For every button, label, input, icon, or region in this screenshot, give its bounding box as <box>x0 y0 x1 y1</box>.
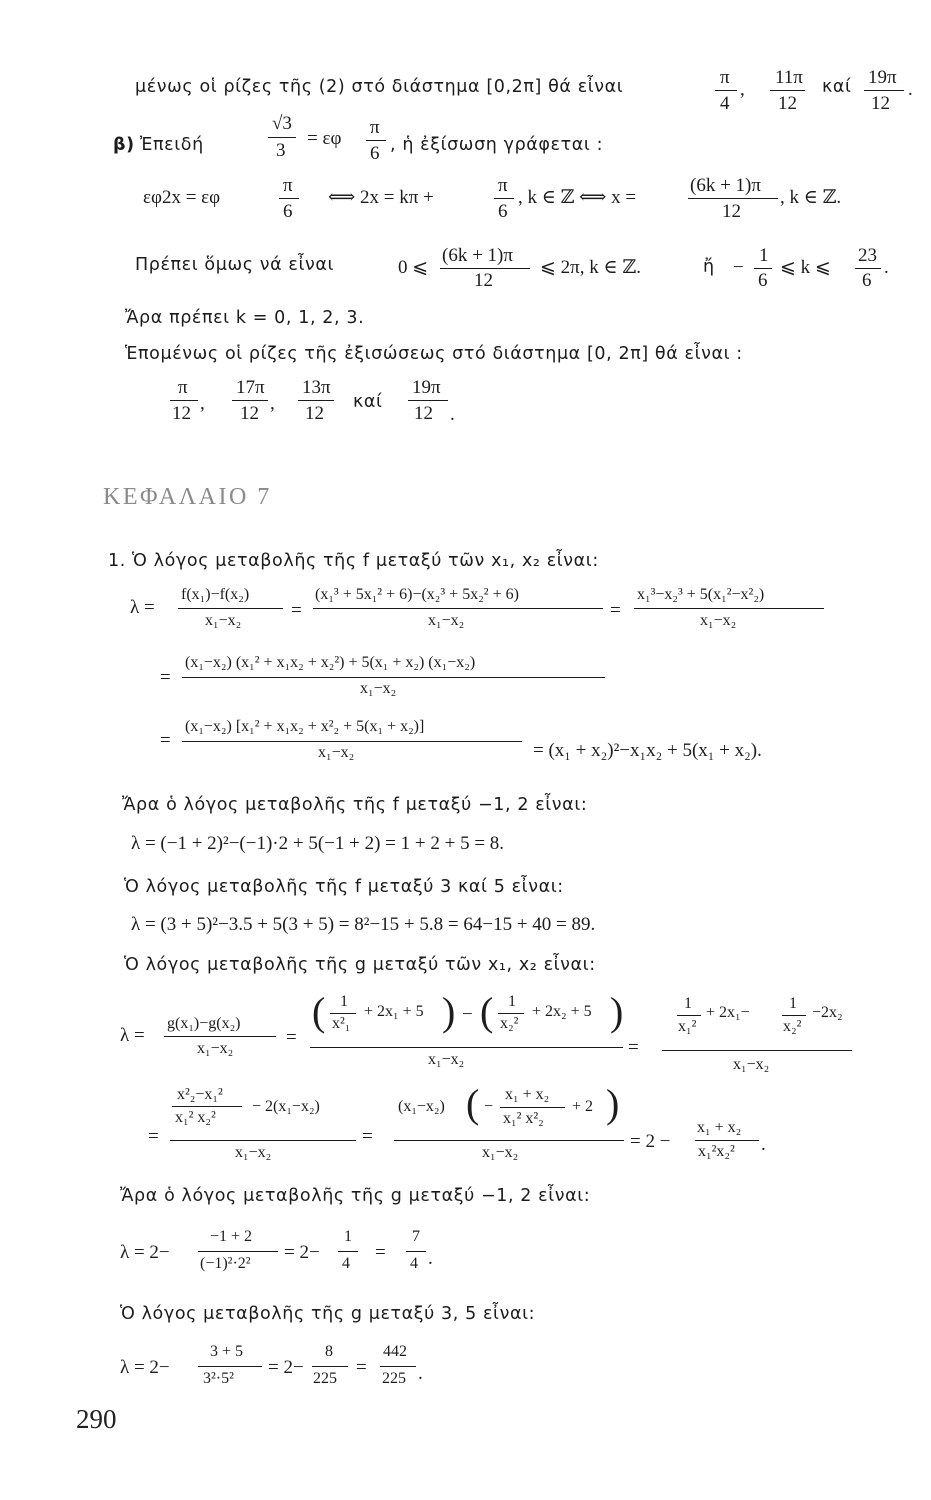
fraction-numerator: π <box>283 175 293 196</box>
fraction-numerator: 19π <box>868 67 897 88</box>
fraction-bar <box>634 608 824 609</box>
fraction-denominator: 3 <box>276 140 286 161</box>
text-line: Πρέπει ὅμως νά εἶναι <box>135 255 335 275</box>
fraction-numerator: 1 <box>344 1228 352 1245</box>
math-text: = 2− <box>268 1357 304 1378</box>
fraction-denominator: 6 <box>283 201 293 222</box>
fraction-bar <box>770 90 805 91</box>
fraction-denominator: x₁−x₂ <box>360 680 397 697</box>
fraction-numerator: √3 <box>272 113 292 134</box>
fraction-bar <box>338 1251 358 1252</box>
fraction-bar <box>677 1015 701 1016</box>
fraction-denominator: 4 <box>410 1255 418 1272</box>
fraction-bar <box>498 1013 524 1014</box>
math-text: = (x₁ + x₂)²−x₁x₂ + 5(x₁ + x₂). <box>533 740 762 761</box>
fraction-denominator: x₁² x²₂ <box>503 1110 544 1127</box>
fraction-bar <box>408 400 448 401</box>
math-text: = <box>160 730 171 751</box>
math-text: = <box>160 667 171 688</box>
fraction-bar <box>394 1140 624 1141</box>
fraction-bar <box>330 1013 356 1014</box>
math-text: , k ∈ ℤ ⟺ x = <box>518 187 637 208</box>
fraction-denominator: x²₁ <box>332 1015 351 1032</box>
math-text: λ = 2− <box>120 1357 170 1378</box>
fraction-bar <box>279 198 299 199</box>
fraction-bar <box>406 1251 426 1252</box>
fraction-bar <box>268 137 296 138</box>
fraction-numerator: 1 <box>684 995 692 1012</box>
math-text: = <box>286 1027 297 1048</box>
math-text: (x₁−x₂) <box>398 1098 445 1115</box>
fraction-numerator: (x₁³ + 5x₁² + 6)−(x₂³ + 5x₂² + 6) <box>315 586 519 603</box>
math-text: λ = 2− <box>120 1242 170 1263</box>
math-text: + 2 <box>572 1098 594 1115</box>
text-word: Ἐπειδή <box>140 135 204 155</box>
fraction-numerator: −1 + 2 <box>210 1228 253 1245</box>
fraction-numerator: π <box>498 175 508 196</box>
fraction-numerator: (x₁−x₂) (x₁² + x₁x₂ + x₂²) + 5(x₁ + x₂) (x₁−x₂) <box>185 654 476 671</box>
fraction-denominator: 12 <box>722 201 741 222</box>
fraction-numerator: 23 <box>858 245 877 266</box>
math-text: = <box>356 1357 367 1378</box>
fraction-denominator: x₁−x₂ <box>700 612 737 629</box>
fraction-bar <box>494 198 514 199</box>
math-text: + 2x₂ + 5 <box>532 1003 592 1020</box>
math-text: λ = (3 + 5)²−3.5 + 5(3 + 5) = 8²−15 + 5.8 = 64−15 + 40 = 89. <box>131 914 596 935</box>
math-text: λ = (−1 + 2)²−(−1)·2 + 5(−1 + 2) = 1 + 2 + 5 = 8. <box>131 833 505 854</box>
fraction-denominator: 12 <box>172 403 191 424</box>
math-text: ⩽ k ⩽ <box>780 257 831 278</box>
text-line: , ἡ ἐξίσωση γράφεται : <box>390 135 604 155</box>
math-text: = <box>148 1126 159 1147</box>
math-text: = 2 − <box>630 1131 671 1152</box>
fraction-bar <box>864 90 904 91</box>
math-text: = <box>362 1126 373 1147</box>
math-text: = <box>628 1037 639 1058</box>
fraction-bar <box>855 268 881 269</box>
fraction-denominator: x₁−x₂ <box>428 1051 465 1068</box>
math-text: , k ∈ ℤ. <box>780 187 842 208</box>
math-text: − 2(x₁−x₂) <box>252 1098 320 1115</box>
item-label: β) <box>113 135 135 155</box>
fraction-numerator: (x₁−x₂) [x₁² + x₁x₂ + x²₂ + 5(x₁ + x₂)] <box>185 718 425 735</box>
fraction-numerator: 1 <box>340 993 348 1010</box>
text-line: Ὁ λόγος μεταβολῆς τῆς g μεταξύ τῶν x₁, x₂ εἶναι: <box>124 955 596 975</box>
math-text: = εφ <box>307 128 342 149</box>
math-text: −2x₂ <box>812 1004 843 1021</box>
text-line: μένως οἱ ρίζες τῆς (2) στό διάστημα [0,2π] θά εἶναι <box>135 77 624 97</box>
fraction-denominator: x₂² <box>500 1015 519 1032</box>
fraction-denominator: 12 <box>778 93 797 114</box>
fraction-numerator: (6k + 1)π <box>442 245 513 266</box>
math-text: = <box>610 600 621 621</box>
fraction-denominator: x₁² x₂² <box>175 1109 216 1126</box>
math-text: + 2x₁ + 5 <box>364 1003 424 1020</box>
fraction-numerator: (6k + 1)π <box>690 175 761 196</box>
math-text: = <box>375 1242 386 1263</box>
fraction-numerator: 1 <box>508 993 516 1010</box>
fraction-bar <box>312 1366 348 1367</box>
textbook-page: μένως οἱ ρίζες τῆς (2) στό διάστημα [0,2π] θά εἶναι π 4 , 11π 12 καί 19π 12 . β) Ἐπειδή √3 3 = εφ π 6 , ἡ ἐξίσωση γράφεται : εφ2x = εφ π 6 ⟺ 2x = kπ + π 6 , k ∈ ℤ ⟺ x = (6k + 1)π 12 , k ∈ ℤ. Πρέπει ὅμως νά εἶναι 0 ⩽ (6k + 1)π 12 ⩽ 2π, k ∈ ℤ. ἤ − 1 6 ⩽ k ⩽ 23 6 . Ἄρα πρέπει k = 0, 1, 2, 3. Ἑπομένως οἱ ρίζες τῆς ἐξισώσεως στό διάστημα [0, 2π] θά εἶναι : π 12 , 17π 12 , 13π 12 καί 19π 12 . ΚΕΦΑΛΑΙΟ 7 1. Ὁ λόγος μεταβολῆς τῆς f μεταξύ τῶν x₁, x₂ εἶναι: λ = f(x₁)−f(x₂) x₁−x₂ = (x₁³ + 5x₁² + 6)−(x₂³ + 5x₂² + 6) x₁−x₂ = x₁³−x₂³ + 5(x₁²−x²₂) x₁−x₂ = (x₁−x₂) (x₁² + x₁x₂ + x₂²) + 5(x₁ + x₂) (x₁−x₂) x₁−x₂ = (x₁−x₂) [x₁² + x₁x₂ + x²₂ + 5(x₁ + x₂)] x₁−x₂ = (x₁ + x₂)²−x₁x₂ + 5(x₁ + x₂). Ἄρα ὁ λόγος μεταβολῆς τῆς f μεταξύ −1, 2 εἶναι: λ = (−1 + 2)²−(−1)·2 + 5(−1 + 2) = 1 + 2 + 5 = 8. Ὁ λόγος μεταβολῆς τῆς f μεταξύ 3 καί 5 εἶναι: λ = (3 + 5)²−3.5 + 5(3 + 5) = 8²−15 + 5.8 = 64−15 + 40 = 89. Ὁ λόγος μεταβολῆς τῆς g μεταξύ τῶν x₁, x₂ εἶναι: λ = g(x₁)−g(x₂) x₁−x₂ = ( 1 x²₁ + 2x₁ + 5 ) − ( 1 x₂² + 2x₂ + 5 ) x₁−x₂ = 1 x₁² + 2x₁− 1 x₂² −2x₂ x₁−x₂ = x²₂−x₁² x₁² x₂² − 2(x₁−x₂) x₁−x₂ = (x₁−x₂) ( − x₁ + x₂ x₁² x²₂ + 2 ) x₁−x₂ = 2 − x₁ + x₂ x₁²x₂² . Ἄρα ὁ λόγος μεταβολῆς τῆς g μεταξύ −1, 2 εἶναι: λ = 2− −1 + 2 (−1)²·2² = 2− 1 4 = 7 4 . Ὁ λόγος μεταβολῆς τῆς g μεταξύ 3, 5 εἶναι: λ = 2− 3 + 5 3²·5² = 2− 8 225 = 442 225 . 290 <box>76 67 913 1434</box>
fraction-numerator: x²₂−x₁² <box>177 1086 223 1103</box>
fraction-denominator: 3²·5² <box>203 1370 234 1387</box>
fraction-denominator: 225 <box>313 1370 337 1387</box>
fraction-bar <box>754 268 772 269</box>
math-text: = 2− <box>284 1242 320 1263</box>
fraction-denominator: x₁−x₂ <box>235 1144 272 1161</box>
text-line: 1. Ὁ λόγος μεταβολῆς τῆς f μεταξύ τῶν x₁, x₂ εἶναι: <box>108 551 599 571</box>
page-number: 290 <box>76 1404 117 1434</box>
math-text: − <box>733 257 744 278</box>
fraction-denominator: x₁−x₂ <box>733 1056 770 1073</box>
fraction-denominator: x₁² <box>678 1018 697 1035</box>
fraction-numerator: π <box>178 377 188 398</box>
math-text: − <box>462 1004 473 1025</box>
fraction-denominator: (−1)²·2² <box>200 1255 251 1272</box>
fraction-bar <box>380 1366 416 1367</box>
fraction-bar <box>695 1140 759 1141</box>
text-line: Ἄρα πρέπει k = 0, 1, 2, 3. <box>125 308 365 328</box>
math-text: = <box>291 600 302 621</box>
fraction-bar <box>178 608 283 609</box>
fraction-numerator: x₁ + x₂ <box>697 1119 742 1136</box>
fraction-numerator: 19π <box>412 377 441 398</box>
text-word: καί <box>822 77 852 97</box>
fraction-bar <box>313 608 603 609</box>
fraction-bar <box>310 1047 623 1048</box>
fraction-numerator: π <box>370 117 380 138</box>
fraction-bar <box>172 1106 242 1107</box>
fraction-bar <box>198 1251 278 1252</box>
text-line: Ἑπομένως οἱ ρίζες τῆς ἐξισώσεως στό διάστημα [0, 2π] θά εἶναι : <box>125 344 743 364</box>
fraction-numerator: g(x₁)−g(x₂) <box>167 1015 241 1032</box>
math-text: λ = <box>120 1025 145 1046</box>
math-text: ⩽ 2π, k ∈ ℤ. <box>540 257 641 278</box>
fraction-denominator: 12 <box>474 270 493 291</box>
fraction-numerator: f(x₁)−f(x₂) <box>181 586 250 603</box>
math-text: 0 ⩽ <box>398 257 429 278</box>
fraction-denominator: x₁²x₂² <box>698 1143 735 1160</box>
math-text: λ = <box>130 597 155 618</box>
math-text: ⟺ 2x = kπ + <box>328 187 434 208</box>
fraction-denominator: x₁−x₂ <box>428 612 465 629</box>
fraction-denominator: 12 <box>414 403 433 424</box>
math-text: − <box>484 1098 494 1115</box>
text-word: ἤ <box>703 257 715 277</box>
fraction-numerator: 17π <box>236 377 265 398</box>
fraction-denominator: 6 <box>758 270 768 291</box>
text-line: Ἄρα ὁ λόγος μεταβολῆς τῆς f μεταξύ −1, 2 εἶναι: <box>122 795 588 815</box>
fraction-numerator: 7 <box>412 1228 420 1245</box>
text-word: καί <box>353 392 383 412</box>
fraction-denominator: 4 <box>720 93 730 114</box>
fraction-denominator: 12 <box>240 403 259 424</box>
fraction-numerator: x₁ + x₂ <box>505 1086 550 1103</box>
math-text: εφ2x = εφ <box>143 187 221 208</box>
fraction-numerator: 442 <box>383 1343 407 1360</box>
fraction-bar <box>198 1366 262 1367</box>
fraction-numerator: 1 <box>759 245 769 266</box>
text-line: Ὁ λόγος μεταβολῆς τῆς g μεταξύ 3, 5 εἶναι: <box>120 1304 536 1324</box>
fraction-denominator: 4 <box>342 1255 350 1272</box>
fraction-bar <box>366 140 386 141</box>
fraction-bar <box>170 1140 356 1141</box>
fraction-denominator: 12 <box>871 93 890 114</box>
fraction-denominator: 6 <box>862 270 872 291</box>
fraction-bar <box>164 1036 276 1037</box>
fraction-denominator: 12 <box>305 403 324 424</box>
math-text: + 2x₁− <box>706 1004 750 1021</box>
fraction-denominator: x₁−x₂ <box>197 1040 234 1057</box>
fraction-bar <box>298 400 334 401</box>
fraction-numerator: 1 <box>789 995 797 1012</box>
fraction-numerator: π <box>720 67 730 88</box>
fraction-bar <box>232 400 268 401</box>
fraction-denominator: x₁−x₂ <box>205 612 242 629</box>
chapter-heading: ΚΕΦΑΛΑΙΟ 7 <box>103 484 272 510</box>
fraction-numerator: 11π <box>775 67 803 88</box>
fraction-bar <box>500 1107 565 1108</box>
fraction-denominator: x₂² <box>783 1018 802 1035</box>
fraction-bar <box>170 400 198 401</box>
fraction-bar <box>182 677 605 678</box>
fraction-denominator: 6 <box>370 143 380 164</box>
fraction-numerator: 8 <box>325 1343 333 1360</box>
fraction-bar <box>715 90 737 91</box>
fraction-bar <box>182 741 522 742</box>
text-line: Ὁ λόγος μεταβολῆς τῆς f μεταξύ 3 καί 5 εἶναι: <box>124 877 564 897</box>
fraction-bar <box>662 1050 852 1051</box>
fraction-denominator: 225 <box>382 1370 406 1387</box>
text-line: Ἄρα ὁ λόγος μεταβολῆς τῆς g μεταξύ −1, 2 εἶναι: <box>120 1186 591 1206</box>
fraction-numerator: x₁³−x₂³ + 5(x₁²−x²₂) <box>637 586 765 603</box>
fraction-numerator: 13π <box>302 377 331 398</box>
fraction-denominator: x₁−x₂ <box>318 744 355 761</box>
fraction-bar <box>782 1015 806 1016</box>
fraction-numerator: 3 + 5 <box>210 1343 244 1360</box>
fraction-bar <box>440 268 530 269</box>
fraction-denominator: x₁−x₂ <box>482 1144 519 1161</box>
fraction-bar <box>688 198 778 199</box>
fraction-denominator: 6 <box>498 201 508 222</box>
